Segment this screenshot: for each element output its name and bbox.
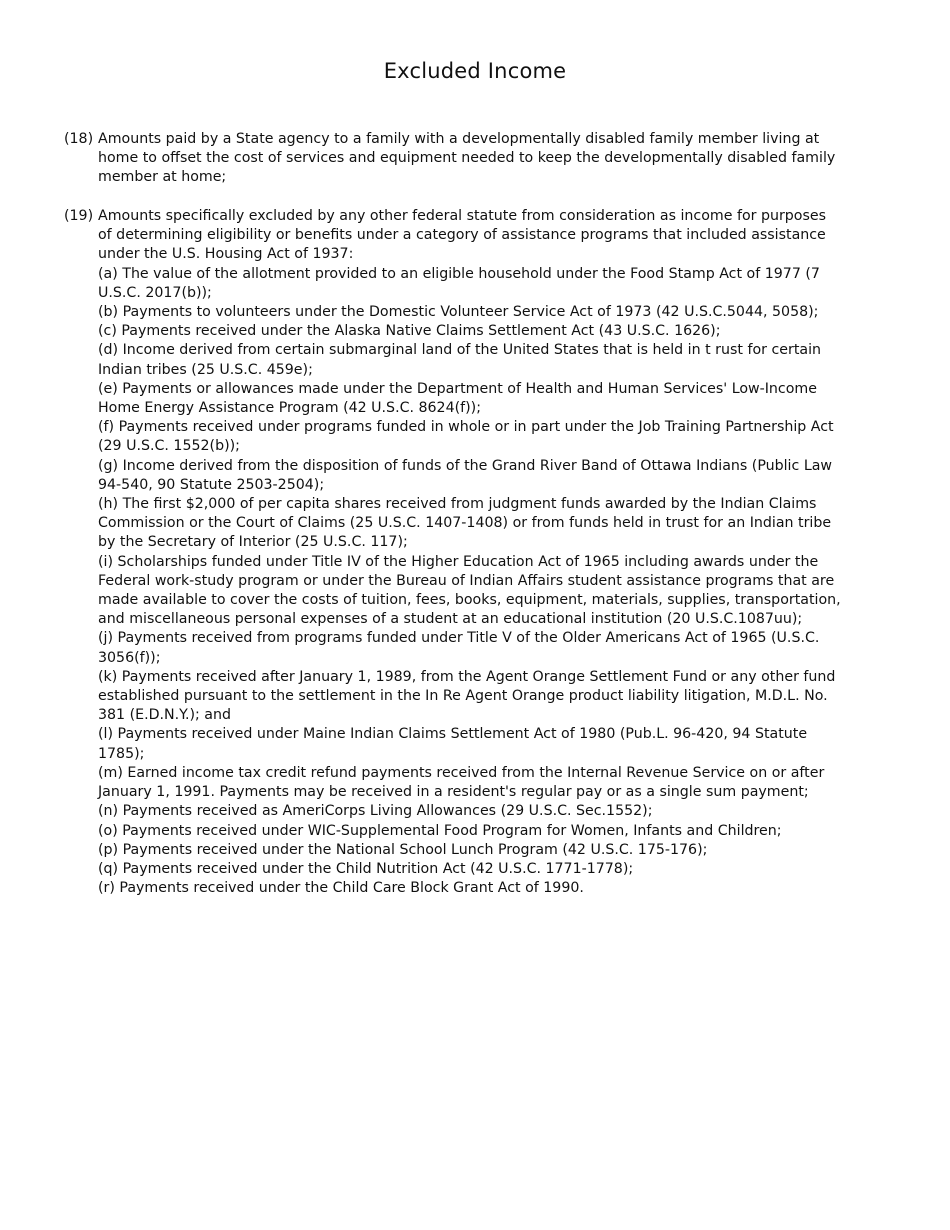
- subitem-m: (m) Earned income tax credit refund payments received from the Internal Revenue Service on or after January 1, 1991. Payments may be received in a resident's regular pay or as a single sum payment;: [98, 764, 825, 801]
- subitem-k: (k) Payments received after January 1, 1989, from the Agent Orange Settlement Fund or any other fund established pursuant to the settlement in the In Re Agent Orange product liability litigation, M.D.L. No. 381 (E.D.N.Y.); and: [98, 668, 836, 724]
- item-body: [98, 207, 844, 898]
- subitem-p: (p) Payments received under the National School Lunch Program (42 U.S.C. 175-176);: [98, 841, 708, 858]
- subitem-o: (o) Payments received under WIC-Supplemental Food Program for Women, Infants and Children;: [98, 822, 782, 839]
- subitem-b: (b) Payments to volunteers under the Domestic Volunteer Service Act of 1973 (42 U.S.C.5044, 5058);: [98, 304, 819, 321]
- subitem-c: (c) Payments received under the Alaska Native Claims Settlement Act (43 U.S.C. 1626);: [98, 323, 721, 340]
- subitem-a: (a) The value of the allotment provided to an eligible household under the Food Stamp Act of 1977 (7 U.S.C. 2017(b));: [98, 265, 820, 301]
- item-body: [98, 130, 844, 188]
- item-number: (19): [64, 208, 94, 224]
- subitem-g: (g) Income derived from the disposition of funds of the Grand River Band of Ottawa Indians (Public Law 94-540, 90 Statute 2503-2504);: [98, 457, 833, 493]
- subitem-h: (h) The first $2,000 of per capita shares received from judgment funds awarded by the Indian Claims Commission or the Court of Claims (25 U.S.C. 1407-1408) or from funds held in trust for an Indian tribe by the Secretary of Interior (25 U.S.C. 117);: [98, 496, 832, 551]
- excluded-income-item-19: [64, 207, 844, 898]
- subitem-r: (r) Payments received under the Child Care Block Grant Act of 1990.: [98, 880, 584, 897]
- item-number: (18): [64, 131, 94, 147]
- subitem-list: [98, 265, 844, 899]
- subitem-n: (n) Payments received as AmeriCorps Living Allowances (29 U.S.C. Sec.1552);: [98, 803, 653, 820]
- subitem-d: (d) Income derived from certain submarginal land of the United States that is held in t rust for certain Indian tribes (25 U.S.C. 459e);: [98, 342, 822, 378]
- item-text: Amounts paid by a State agency to a family with a developmentally disabled family member living at home to offset the cost of services and equipment needed to keep the developmentally disabled family member at home;: [98, 131, 836, 186]
- subitem-i: (i) Scholarships funded under Title IV of the Higher Education Act of 1965 including awards under the Federal work-study program or under the Bureau of Indian Affairs student assistance programs that are made available to cover the costs of tuition, fees, books, equipment, materials, supplies, transportation, and miscellaneous personal expenses of a student at an educational institution (20 U.S.C.1087uu);: [98, 553, 841, 628]
- item-text: Amounts specifically excluded by any other federal statute from consideration as income for purposes of determining eligibility or benefits under a category of assistance programs that included assistance under the U.S. Housing Act of 1937:: [98, 208, 826, 263]
- subitem-l: (l) Payments received under Maine Indian Claims Settlement Act of 1980 (Pub.L. 96-420, 94 Statute 1785);: [98, 726, 808, 762]
- excluded-income-item-18: [64, 130, 844, 188]
- subitem-j: (j) Payments received from programs funded under Title V of the Older Americans Act of 1965 (U.S.C. 3056(f));: [98, 630, 820, 666]
- subitem-q: (q) Payments received under the Child Nutrition Act (42 U.S.C. 1771-1778);: [98, 860, 634, 877]
- page-title: Excluded Income: [383, 59, 567, 83]
- subitem-f: (f) Payments received under programs funded in whole or in part under the Job Training Partnership Act (29 U.S.C. 1552(b));: [98, 419, 834, 455]
- subitem-e: (e) Payments or allowances made under the Department of Health and Human Services' Low-Income Home Energy Assistance Program (42 U.S.C. 8624(f));: [98, 380, 817, 417]
